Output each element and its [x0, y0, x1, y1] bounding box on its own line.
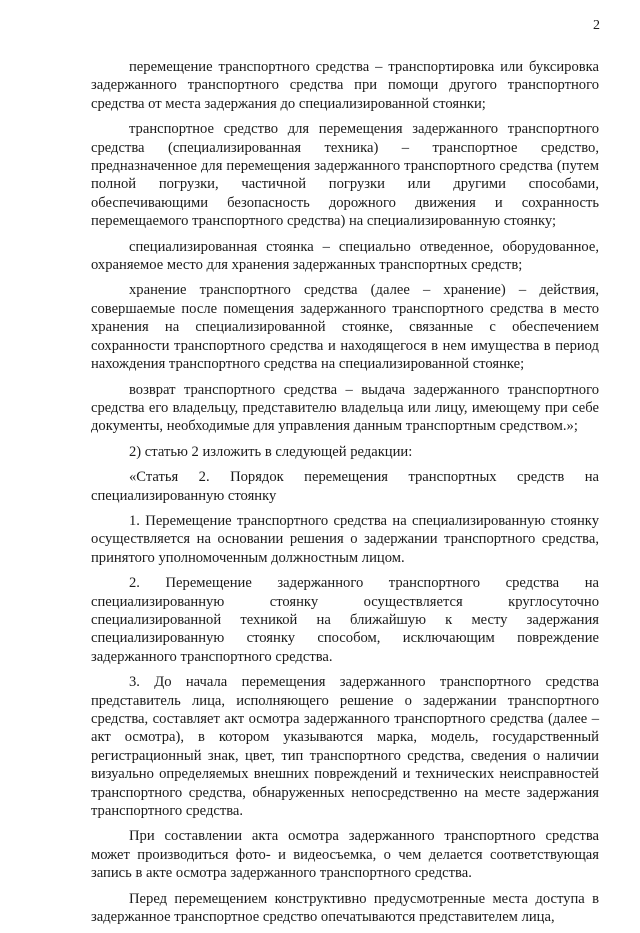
document-body: [91, 58, 599, 933]
article-2-item-3: 3. До начала перемещения задержанного транспортного средства представитель лица, исполняющего решение о задержании транспортного средства, составляет акт осмотра задержанного транспортного средства (далее – акт осмотра), в котором указываются марка, модель, государственный регистрационный знак, цвет, тип транспортного средства, сведения о наличии визуально определяемых внешних повреждений и технических неисправностей транспортного средства, обнаруженных непосредственно на месте задержания транспортного средства.: [91, 674, 599, 820]
paragraph-definition-special-vehicle: транспортное средство для перемещения задержанного транспортного средства (специализированная техника) – транспортное средство, предназначенное для перемещения задержанного транспортного средства (путем полной погрузки, частичной погрузки или другими способами, обеспечивающими безопасность дорожного движения и сохранность перемещаемого транспортного средства) на специализированную стоянку;: [91, 121, 599, 230]
article-2-heading: «Статья 2. Порядок перемещения транспортных средств на специализированную стоянку: [91, 469, 599, 504]
paragraph-definition-parking: специализированная стоянка – специально отведенное, оборудованное, охраняемое место для хранения задержанных транспортных средств;: [91, 238, 599, 274]
paragraph-definition-storage: хранение транспортного средства (далее – хранение) – действия, совершаемые после помещения задержанного транспортного средства в место хранения на специализированной стоянке, связанные с обеспечением сохранности транспортного средства и находящегося в нем имущества в период нахождения транспортного средства на специализированной стоянке;: [91, 282, 599, 373]
article-2-item-2: 2. Перемещение задержанного транспортного средства на специализированную стоянку осуществляется круглосуточно специализированной техникой на ближайшую к месту задержания специализированную стоянку способом, исключающим повреждение задержанного транспортного средства.: [91, 575, 599, 665]
article-2-item-1: 1. Перемещение транспортного средства на специализированную стоянку осуществляется на основании решения о задержании транспортного средства, принятого уполномоченным должностным лицом.: [91, 512, 599, 566]
paragraph-sealing: Перед перемещением конструктивно предусмотренные места доступа в задержанное транспортное средство опечатываются представителем лица,: [91, 890, 599, 926]
paragraph-definition-moving: перемещение транспортного средства – транспортировка или буксировка задержанного транспортного средства при помощи другого транспортного средства от места задержания до специализированной стоянки;: [91, 59, 599, 112]
page-number: 2: [593, 18, 600, 33]
paragraph-photo-video: При составлении акта осмотра задержанного транспортного средства может производиться фото- и видеосъемка, о чем делается соответствующая запись в акте осмотра задержанного транспортного средства.: [91, 828, 599, 882]
paragraph-amendment-article-2: 2) статью 2 изложить в следующей редакции:: [129, 443, 413, 460]
paragraph-definition-return: возврат транспортного средства – выдача задержанного транспортного средства его владельцу, представителю владельца или лицу, имеющему при себе документы, необходимые для управления данным транспортным средством.»;: [91, 381, 599, 435]
